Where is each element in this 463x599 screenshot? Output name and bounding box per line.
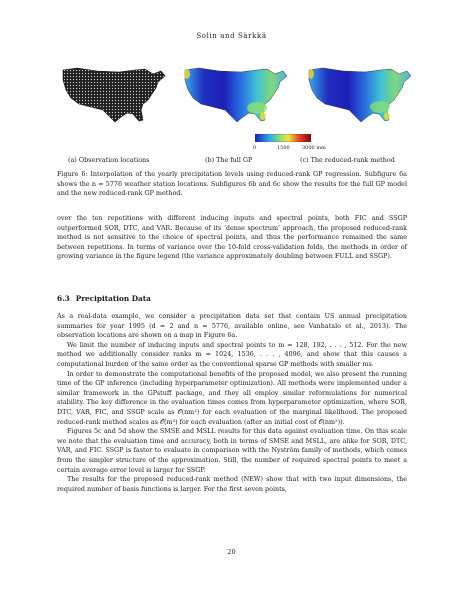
page-number: 20 — [227, 548, 236, 556]
running-head: Solin and Särkkä — [196, 32, 267, 40]
colorbar-ticks — [249, 145, 339, 153]
precipitation-colorbar — [255, 134, 311, 142]
figure-6 — [57, 60, 417, 160]
figure-caption: Figure 6: Interpolation of the yearly precipitation levels using reduced-rank GP regression. Subfigure 6a shows the n = 5776 weather station locations. Subfigures 6b and 6c show the results for the full GP model and the new reduced-rank GP method. — [57, 170, 407, 198]
paragraph: In order to demonstrate the computational benefits of the proposed model, we also present the running time of the GP inference (including hyperparameter optimization). All methods were implemented under a similar framework in the GPstuff package, and they all employ similar reformulations for numerical stability. The key difference in the evaluation times comes from hyperparameter optimization, where SOR, DTC, VAR, FIC, and SSGP scale as 𝒪(nm²) for each evaluation of the marginal likelihood. The proposed reduced-rank method scales as 𝒪(m³) for each evaluation (after an initial cost of 𝒪(nm²)). — [57, 369, 407, 426]
paragraph: We limit the number of inducing inputs and spectral points to m = 128, 192, . . . , 512. For the new method we additionally consider ranks m = 1024, 1536, . . . , 4096, and show that this causes a computational burden of the same order as the conventional sparse GP methods with smaller ms. — [57, 340, 407, 368]
section-number: 6.3 — [57, 294, 70, 303]
us-map-reduced-rank — [303, 60, 415, 132]
map-observation-locations — [57, 60, 169, 132]
us-map-stations — [57, 60, 169, 132]
map-full-gp — [179, 60, 291, 132]
paragraph: over the ten repetitions with different inducing inputs and spectral points, both FIC and SSGP outperformed SOR, DTC, and VAR. Because of its ‘dense spectrum’ approach, the proposed reduced-rank method is not sensitive to the choice of spectral points, and thus the performance remained the same between repetitions. In terms of variance over the 10-fold cross-validation folds, the methods in order of growing variance in the figure legend (the variance approximately doubling between FULL and SSGP). — [57, 214, 407, 261]
colorbar-tick: 1500 — [277, 145, 290, 151]
paragraph: The results for the proposed reduced-rank method (NEW) show that with two input dimensions, the required number of basis functions is larger. For the first seven points, — [57, 475, 407, 493]
intro-paragraph — [57, 214, 407, 262]
colorbar-tick: 0 — [253, 145, 257, 151]
map-reduced-rank — [303, 60, 415, 132]
colorbar-tick: 3000 mm — [302, 145, 326, 151]
section-title: Precipitation Data — [75, 294, 151, 303]
subcaption-b: (b) The full GP — [205, 156, 253, 164]
subcaption-a: (a) Observation locations — [68, 156, 150, 164]
us-map-full-gp — [179, 60, 291, 132]
subcaption-c: (c) The reduced-rank method — [300, 156, 395, 164]
section-body — [57, 312, 407, 494]
paragraph: Figures 5c and 5d show the SMSE and MSLL results for this data against evaluation time. On this scale we note that the evaluation time and accuracy, both in terms of SMSE and MSLL, are alike for SOR, DTC, VAR, and FIC. SSGP is faster to evaluate in comparison with the Nyström family of methods, which comes from the simpler structure of the approximation. Still, the number of required spectral points to meet a certain average error level is larger for SSGP. — [57, 427, 407, 474]
section-heading — [57, 294, 151, 303]
paragraph: As a real-data example, we consider a precipitation data set that contain US annual precipitation summaries for year 1995 (d = 2 and n = 5776, available online, see Vanhatalo et al., 2013). The observation locations are shown on a map in Figure 6a. — [57, 312, 407, 340]
